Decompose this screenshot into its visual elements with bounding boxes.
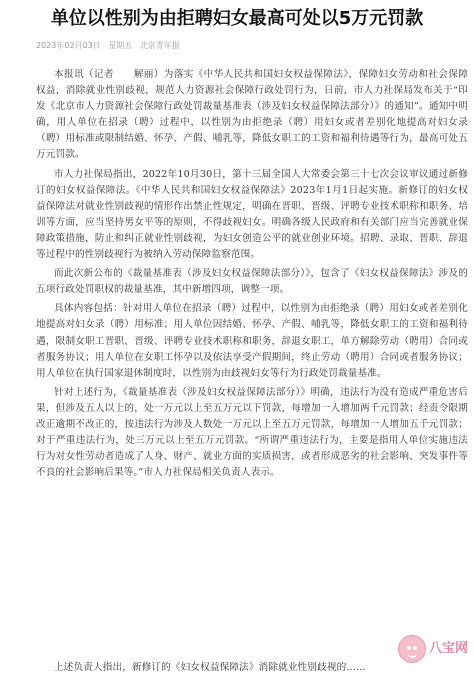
article-weekday: 星期五 bbox=[108, 41, 133, 50]
article-date: 2023年02月03日 bbox=[36, 41, 101, 50]
article-paragraph-penalties: 针对上述行为，《裁量基准表（涉及妇女权益保障法部分）》明确，违法行为没有造成严重危害后果，但涉及五人以上的，处一万元以上至五万元以下罚款，每增加一人增加两千元罚款；经责令限期改正逾期不改正的，按违法行为涉及人数处一万元以上至五万元罚款，每增加一人增加五千元罚款；对于严重违法行为，处三万元以上至五万元罚款。“所谓严重违法行为，主要是指用人单位实施违法行为对女性劳动者造成了人身、财产、就业方面的实质损害，或者形成恶劣的社会影响、突发事件等不良的社会影响后果等。”市人力社保局相关负责人表示。 bbox=[36, 386, 468, 479]
article-title: 单位以性别为由拒聘妇女最高可处以5万元罚款 bbox=[50, 8, 424, 29]
smiley-logo-icon bbox=[398, 635, 426, 663]
article-body bbox=[0, 67, 474, 481]
article-paragraph-content: 具体内容包括：针对用人单位在招录（聘）过程中，以性别为由拒绝录（聘）用妇女或者差别化地提高对妇女录（聘）用标准；用人单位因结婚、怀孕、产假、哺乳等，降低女职工的工资和福利待遇，限制女职工晋职、晋级、评聘专业技术职称和职务，辞退女职工，单方解除劳动（聘用）合同或者服务协议；用人单位在女职工怀孕以及依法享受产假期间，终止劳动（聘用）合同或者服务协议；用人单位在执行国家退休制度时，以性别为由歧视妇女等行为行政处罚裁量基准。 bbox=[36, 303, 468, 379]
article-paragraph-new-standard: 而此次新公布的《裁量基准表（涉及妇女权益保障法部分）》，包含了《妇女权益保障法》涉及的五项行政处罚职权的裁量基准，其中新增四项，调整一项。 bbox=[36, 268, 468, 296]
watermark bbox=[398, 635, 468, 663]
article-paragraph-intro: 本报讯（记者 解丽）为落实《中华人民共和国妇女权益保障法》，保障妇女劳动和社会保障权益，消除就业性别歧视，规范人力资源社会保障行政处罚行为，日前，市人力社保局发布关于“印发《北京市人力资源社会保障行政处罚裁量基准表（涉及妇女权益保障法部分）》的通知”。通知中明确，用人单位在招录（聘）过程中，以性别为由拒绝录（聘）用妇女或者差别化地提高对妇女录（聘）用标准或限制结婚、怀孕、产假、哺乳等，降低女职工的工资和福利待遇等行为，最高可处五万元罚款。 bbox=[36, 69, 468, 161]
watermark-text: 八宝网 bbox=[428, 641, 468, 656]
article-paragraph-background: 市人力社保局指出，2022年10月30日，第十三届全国人大常委会第三十七次会议审议通过新修订的妇女权益保障法。《中华人民共和国妇女权益保障法》2023年1月1日起实施。新修订的妇女权益保障法对就业性别歧视的情形作出禁止性规定，明确在晋职、晋级、评聘专业技术职称和职务、培训等方面，应当坚持男女平等的原则，不得歧视妇女。明确各级人民政府和有关部门应当完善就业保障政策措施，防止和纠正就业性别歧视，为妇女创造公平的就业创业环境。招聘、录取、晋职、辞退等过程中的性别歧视行为被纳入劳动保障监察范围。 bbox=[36, 168, 468, 261]
article-meta bbox=[36, 41, 474, 51]
article-paragraph-continued: 上述负责人指出，新修订的《妇女权益保障法》消除就业性别歧视的…… bbox=[54, 662, 366, 673]
article-source: 北京青年报 bbox=[139, 41, 180, 50]
